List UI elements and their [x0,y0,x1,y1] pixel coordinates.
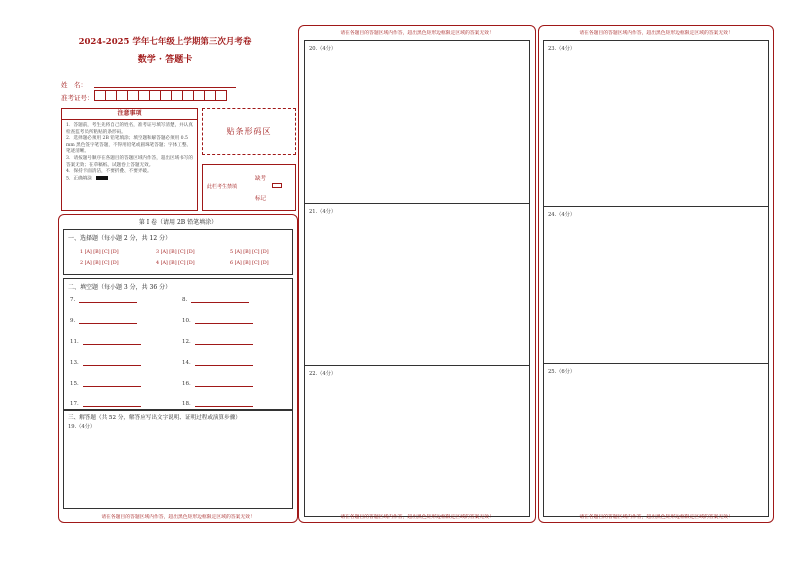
blank-line[interactable] [83,339,141,345]
warning-text: 请在各题目的答题区域内作答，超出黑色矩形边框限定区域的答案无效！ [579,31,733,36]
question-20-area[interactable] [305,41,529,203]
warning-text: 请在各题目的答题区域内作答，超出黑色矩形边框限定区域的答案无效！ [340,515,494,520]
absent-checkbox[interactable] [272,183,282,188]
barcode-area: 贴条形码区 [202,108,296,155]
blank-item: 17. [70,401,141,407]
absent-label-a: 缺考 [255,176,267,182]
blank-line[interactable] [79,297,137,303]
note-item: 4．保持卡面清洁，不要折叠、不要弄破。 [66,169,152,175]
question-20-label: 20.（4分） [309,46,337,52]
name-label: 姓 名： [61,81,87,89]
question-19-label: 19.（4分） [68,424,96,430]
id-digit-box[interactable] [215,90,227,101]
blank-line[interactable] [195,339,253,345]
choice-section [63,229,293,275]
choice-row[interactable]: 4 [A] [B] [C] [D] [156,261,195,266]
blank-line[interactable] [195,401,253,407]
question-23-area[interactable] [544,41,768,206]
absent-label-b: 标记 [255,196,267,202]
sheet-title: 2024-2025 学年七年级上学期第三次月考卷 [78,37,252,47]
column2-answer-frame [304,40,530,517]
fill-section [63,278,293,410]
column2-panel [298,25,536,523]
blank-item: 14. [182,360,253,366]
question-25-area[interactable] [544,363,768,516]
question-21-area[interactable] [305,203,529,365]
filled-mark-icon [96,176,108,180]
notes-box [61,108,198,211]
absent-box [202,164,296,211]
blank-line[interactable] [83,360,141,366]
blank-item: 9. [70,318,137,324]
sheet-subtitle: 数学 · 答题卡 [137,55,193,65]
blank-item: 15. [70,381,141,387]
blank-line[interactable] [79,318,137,324]
id-label: 准考证号： [61,94,94,102]
name-field[interactable] [94,87,236,88]
absent-note: 此栏考生禁填 [207,184,238,190]
question-24-area[interactable] [544,206,768,363]
blank-line[interactable] [83,401,141,407]
note-item: 3．请按题号顺序在各题目的答题区域内作答，超出区域书写的答案无效；在草稿纸、试题卷上答题无效。 [66,155,193,168]
blank-item: 10. [182,318,253,324]
answer-title: 三、解答题（共 52 分，解答应写出文字说明、证明过程或演算步骤） [68,415,241,421]
choice-row[interactable]: 3 [A] [B] [C] [D] [156,250,195,255]
note-item: 2．选择题必须用 2B 铅笔填涂；填空题和解答题必须用 0.5 mm 黑色签字笔答题，不得用铅笔或圆珠笔答题；字体工整、笔迹清晰。 [66,136,192,155]
blank-item: 7. [70,297,137,303]
blank-line[interactable] [195,360,253,366]
question-21-label: 21.（4分） [309,209,337,215]
question-23-label: 23.（4分） [548,46,576,52]
blank-item: 8. [182,297,249,303]
warning-text: 请在各题目的答题区域内作答，超出黑色矩形边框限定区域的答案无效！ [579,515,733,520]
choice-row[interactable]: 6 [A] [B] [C] [D] [230,261,269,266]
correct-fill-label: 5．正确填涂 [66,176,92,182]
note-item: 1．答题前，考生先将自己的姓名，准考证号填写清楚，并认真检查监考员所粘贴的条形码。 [66,123,193,135]
choice-row[interactable]: 2 [A] [B] [C] [D] [80,261,119,266]
blank-item: 11. [70,339,141,345]
choice-row[interactable]: 1 [A] [B] [C] [D] [80,250,119,255]
blank-item: 18. [182,401,253,407]
blank-item: 13. [70,360,141,366]
fill-title: 二、填空题（每小题 3 分，共 36 分） [68,284,172,291]
blank-item: 12. [182,339,253,345]
blank-line[interactable] [195,318,253,324]
answer-section[interactable] [63,410,293,509]
id-boxes[interactable] [94,90,226,101]
blank-line[interactable] [195,381,253,387]
part1-panel [58,214,298,523]
warning-text: 请在各题目的答题区域内作答，超出黑色矩形边框限定区域的答案无效！ [101,515,255,520]
notes-heading: 注意事项 [62,109,197,120]
question-24-label: 24.（4分） [548,212,576,218]
blank-item: 16. [182,381,253,387]
column3-answer-frame [543,40,769,517]
warning-text: 请在各题目的答题区域内作答，超出黑色矩形边框限定区域的答案无效！ [340,31,494,36]
question-25-label: 25.（6分） [548,369,576,375]
column3-panel [538,25,774,523]
blank-line[interactable] [83,381,141,387]
blank-line[interactable] [191,297,249,303]
choice-title: 一、选择题（每小题 2 分，共 12 分） [68,235,172,242]
question-22-area[interactable] [305,365,529,516]
part1-heading: 第 I 卷（请用 2B 铅笔填涂） [138,219,218,226]
choice-row[interactable]: 5 [A] [B] [C] [D] [230,250,269,255]
question-22-label: 22.（4分） [309,371,337,377]
